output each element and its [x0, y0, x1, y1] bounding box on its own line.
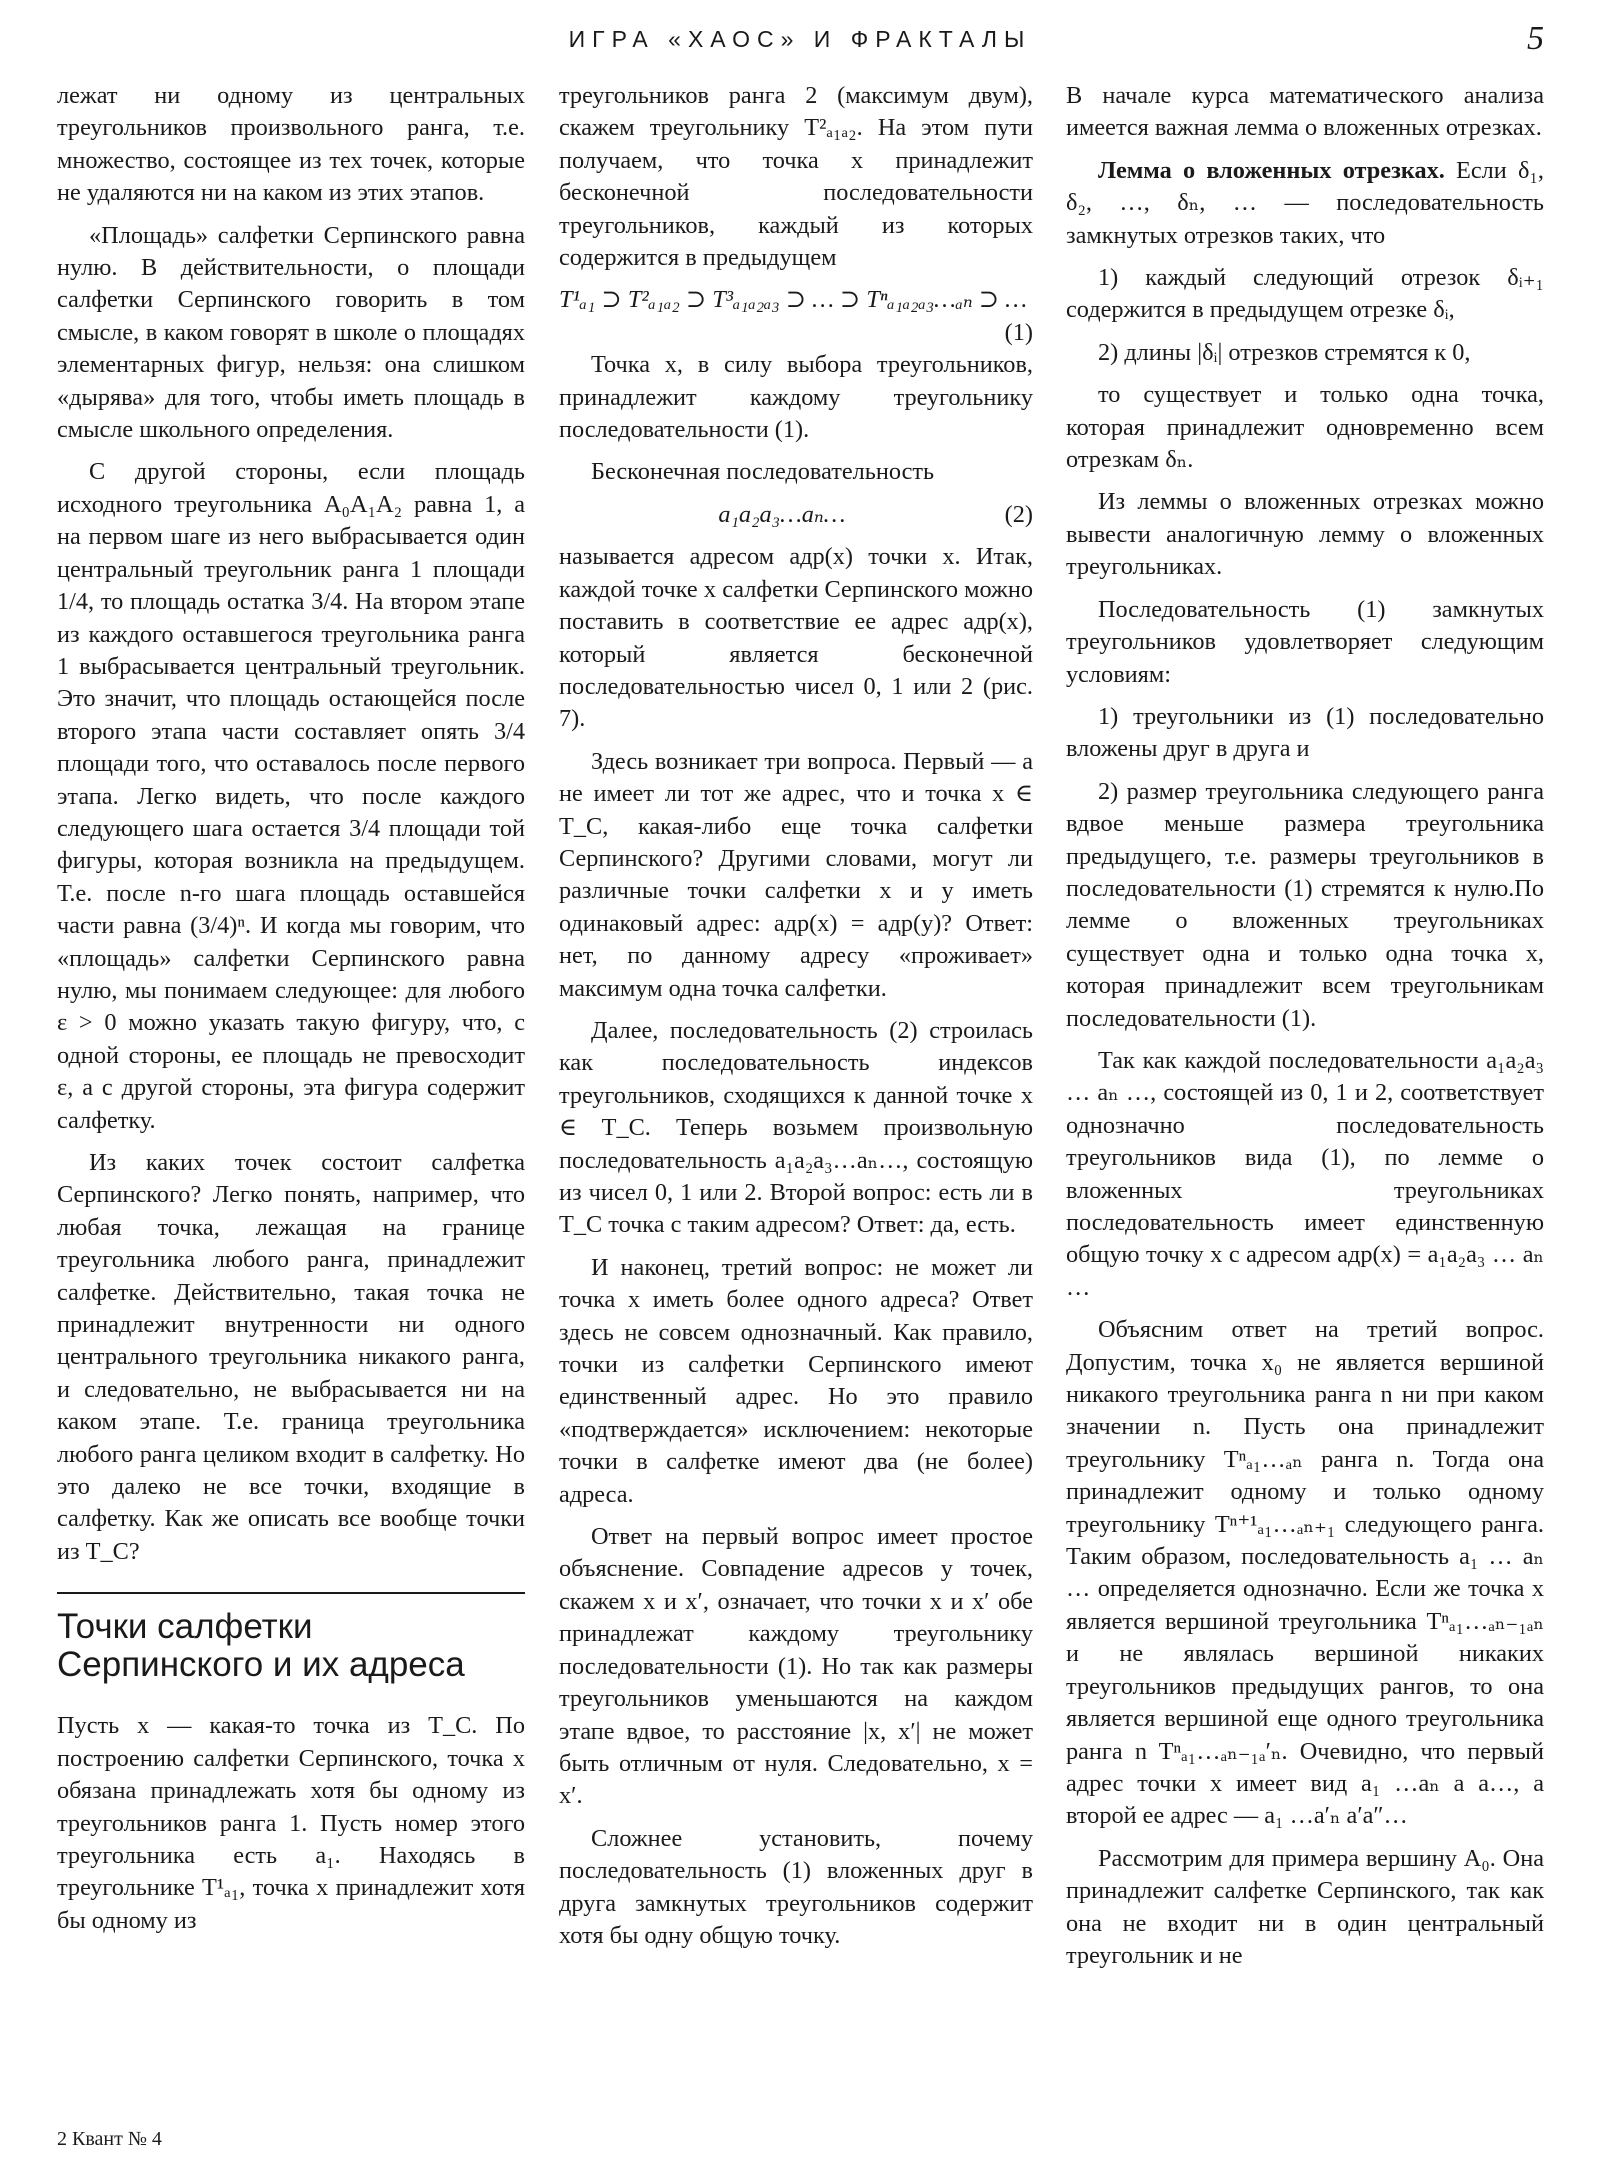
- paragraph: Далее, последовательность (2) строилась как последовательность индексов треугольников, сходящихся к данной точке x ∈ T_C. Теперь возьмем произвольную последовательность a₁a₂a₃…aₙ…, состоящую из чисел 0, 1 или 2. Второй вопрос: есть ли в T_C точка с таким адресом? Ответ: да, есть.: [559, 1016, 1033, 1239]
- paragraph: 1) треугольники из (1) последовательно вложены друг в друга и: [1066, 702, 1544, 763]
- lemma-text: Если δ₁, δ₂, …, δₙ, … — последовательность замкнутых отрезков таких, что: [1066, 156, 1544, 249]
- paragraph: Из леммы о вложенных отрезках можно вывести аналогичную лемму о вложенных треугольниках.: [1066, 488, 1544, 581]
- lemma-paragraph: [1066, 155, 1544, 252]
- paragraph: «Площадь» салфетки Серпинского равна нулю. В действительности, о площади салфетки Серпинского говорить в том смысле, в каком говорят в школе о площадях элементарных фигур, нельзя: она слишком «дырява» для того, чтобы иметь площадь в смысле школьного определения.: [57, 221, 525, 444]
- section-heading-line: Точки салфетки: [57, 1607, 313, 1647]
- paragraph: Сложнее установить, почему последовательность (1) вложенных друг в друга замкнутых треугольников содержит хотя бы одну общую точку.: [559, 1824, 1033, 1949]
- paragraph: И наконец, третий вопрос: не может ли точка x иметь более одного адреса? Ответ здесь не совсем однозначный. Как правило, точки из салфетки Серпинского имеют единственный адрес. Но это правило «подтверждается» исключением: некоторые точки в салфетке имеют два (не более) адреса.: [559, 1253, 1033, 1508]
- paragraph: треугольников ранга 2 (максимум двум), скажем треугольнику T²ₐ₁ₐ₂. На этом пути получаем, что точка x принадлежит бесконечной последовательности треугольников, каждый из которых содержится в предыдущем: [559, 82, 1033, 272]
- paragraph: Точка x, в силу выбора треугольников, принадлежит каждому треугольнику последовательности (1).: [559, 351, 1033, 444]
- column-3: [1066, 80, 1544, 1982]
- paragraph: В начале курса математического анализа имеется важная лемма о вложенных отрезках.: [1066, 82, 1544, 142]
- paragraph: Бесконечная последовательность: [591, 458, 935, 486]
- paragraph: Ответ на первый вопрос имеет простое объяснение. Совпадение адресов у точек, скажем x и x′, означает, что точки x и x′ обе принадлежат каждому треугольнику последовательности (1). Но так как размеры треугольников уменьшаются на каждом этапе вдвое, то расстояние |x, x′| не может быть отличным от нуля. Следовательно, x = x′.: [559, 1523, 1033, 1810]
- paragraph: Так как каждой последовательности a₁a₂a₃ … aₙ …, состоящей из 0, 1 и 2, соответствует однозначно последовательность треугольников вида (1), по лемме о вложенных треугольниках последовательность имеет единственную общую точку x с адресом адр(x) = a₁a₂a₃ … aₙ …: [1066, 1046, 1544, 1301]
- lemma-title: Лемма о вложенных отрезках.: [1098, 156, 1445, 184]
- footer-note: 2 Квант № 4: [57, 2128, 162, 2150]
- paragraph: лежат ни одному из центральных треугольников произвольного ранга, т.е. множество, состоящее из тех точек, которые не удаляются ни на каком из этих этапов.: [57, 82, 525, 207]
- formula-2: [559, 499, 1033, 531]
- formula-1-number: (1): [1004, 318, 1033, 346]
- paragraph: 2) длины |δᵢ| отрезков стремятся к 0,: [1098, 338, 1471, 366]
- paragraph: 2) размер треугольника следующего ранга вдвое меньше размера треугольника предыдущего, т.е. размеры треугольников в последовательности (1) стремятся к нулю.По лемме о вложенных треугольниках существует одна и только одна точка x, которая принадлежит всем треугольникам последовательности (1).: [1066, 777, 1544, 1032]
- formula-2-number: (2): [1004, 500, 1033, 528]
- section-heading-line: Серпинского и их адреса: [57, 1645, 465, 1685]
- formula-1: [559, 284, 1033, 346]
- paragraph: Пусть x — какая-то точка из T_C. По построению салфетки Серпинского, точка x обязана принадлежать хотя бы одному из треугольников ранга 1. Пусть номер этого треугольника есть a₁. Находясь в треугольнике T¹ₐ₁, точка x принадлежит хотя бы одному из: [57, 1712, 525, 1934]
- formula-2-expression: a₁a₂a₃…aₙ…: [718, 500, 846, 528]
- paragraph: называется адресом адр(x) точки x. Итак, каждой точке x салфетки Серпинского можно поставить в соответствие ее адрес адр(x), который является бесконечной последовательностью чисел 0, 1 или 2 (рис. 7).: [559, 543, 1033, 733]
- running-head: ИГРА «ХАОС» И ФРАКТАЛЫ: [568, 26, 1032, 52]
- column-2: [559, 80, 1033, 1962]
- paragraph: Рассмотрим для примера вершину A₀. Она принадлежит салфетке Серпинского, так как она не входит ни в один центральный треугольник и не: [1066, 1844, 1544, 1969]
- paragraph: Последовательность (1) замкнутых треугольников удовлетворяет следующим условиям:: [1066, 595, 1544, 688]
- paragraph: Объясним ответ на третий вопрос. Допустим, точка x₀ не является вершиной никакого треугольника ранга n ни при каком значении n. Пусть она принадлежит треугольнику Tⁿₐ₁…ₐₙ ранга n. Тогда она принадлежит одному и только одному треугольнику Tⁿ⁺¹ₐ₁…ₐₙ₊₁ следующего ранга. Таким образом, последовательность a₁ … aₙ … определяется однозначно. Если же точка x является вершиной треугольника Tⁿₐ₁…ₐₙ₋₁ₐₙ и не являлась вершиной никаких треугольников предыдущих рангов, то она является вершиной еще одного треугольника ранга n Tⁿₐ₁…ₐₙ₋₁ₐ′ₙ. Очевидно, что первый адрес точки x имеет вид a₁ …aₙ a a…, а второй ее адрес — a₁ …a′ₙ a′a″…: [1066, 1316, 1544, 1830]
- section-heading: [57, 1592, 525, 1684]
- column-1: [57, 80, 525, 1947]
- paragraph: Из каких точек состоит салфетка Серпинского? Легко понять, например, что любая точка, лежащая на границе треугольника любого ранга, принадлежит салфетке. Действительно, такая точка не принадлежит внутренности ни одного центрального треугольника никакого ранга, и следовательно, не выбрасывается ни на каком этапе. Т.е. граница треугольника любого ранга целиком входит в салфетку. Но это далеко не все точки, входящие в салфетку. Как же описать все вообще точки из T_C?: [57, 1149, 525, 1565]
- formula-1-expression: T¹ₐ₁ ⊃ T²ₐ₁ₐ₂ ⊃ T³ₐ₁ₐ₂ₐ₃ ⊃ … ⊃ Tⁿₐ₁ₐ₂ₐ₃…ₐₙ ⊃ …: [559, 286, 1027, 314]
- paragraph: 1) каждый следующий отрезок δᵢ₊₁ содержится в предыдущем отрезке δᵢ,: [1066, 264, 1544, 324]
- paragraph: Здесь возникает три вопроса. Первый — а не имеет ли тот же адрес, что и точка x ∈ T_C, какая-либо еще точка салфетки Серпинского? Другими словами, могут ли различные точки салфетки x и y иметь одинаковый адрес: адр(x) = адр(y)? Ответ: нет, по данному адресу «проживает» максимум одна точка салфетки.: [559, 747, 1033, 1002]
- paragraph: С другой стороны, если площадь исходного треугольника A₀A₁A₂ равна 1, а на первом шаге из него выбрасывается один центральный треугольник ранга 1 площади 1/4, то площадь остатка 3/4. На втором этапе из каждого оставшегося треугольника ранга 1 выбрасывается центральный треугольник. Это значит, что площадь остающейся после второго этапа части составляет опять 3/4 площади того, что оставалось после первого этапа. Легко видеть, что после каждого следующего шага остается 3/4 площади той фигуры, которая возникла на предыдущем. Т.е. после n-го шага площадь оставшейся части равна (3/4)ⁿ. И когда мы говорим, что «площадь» салфетки Серпинского равна нулю, мы понимаем следующее: для любого ε > 0 можно указать такую фигуру, что, с одной стороны, ее площадь не превосходит ε, а с другой стороны, эта фигура содержит салфетку.: [57, 458, 525, 1134]
- page-number: 5: [1527, 20, 1544, 57]
- paragraph: то существует и только одна точка, которая принадлежит одновременно всем отрезкам δₙ.: [1066, 381, 1544, 474]
